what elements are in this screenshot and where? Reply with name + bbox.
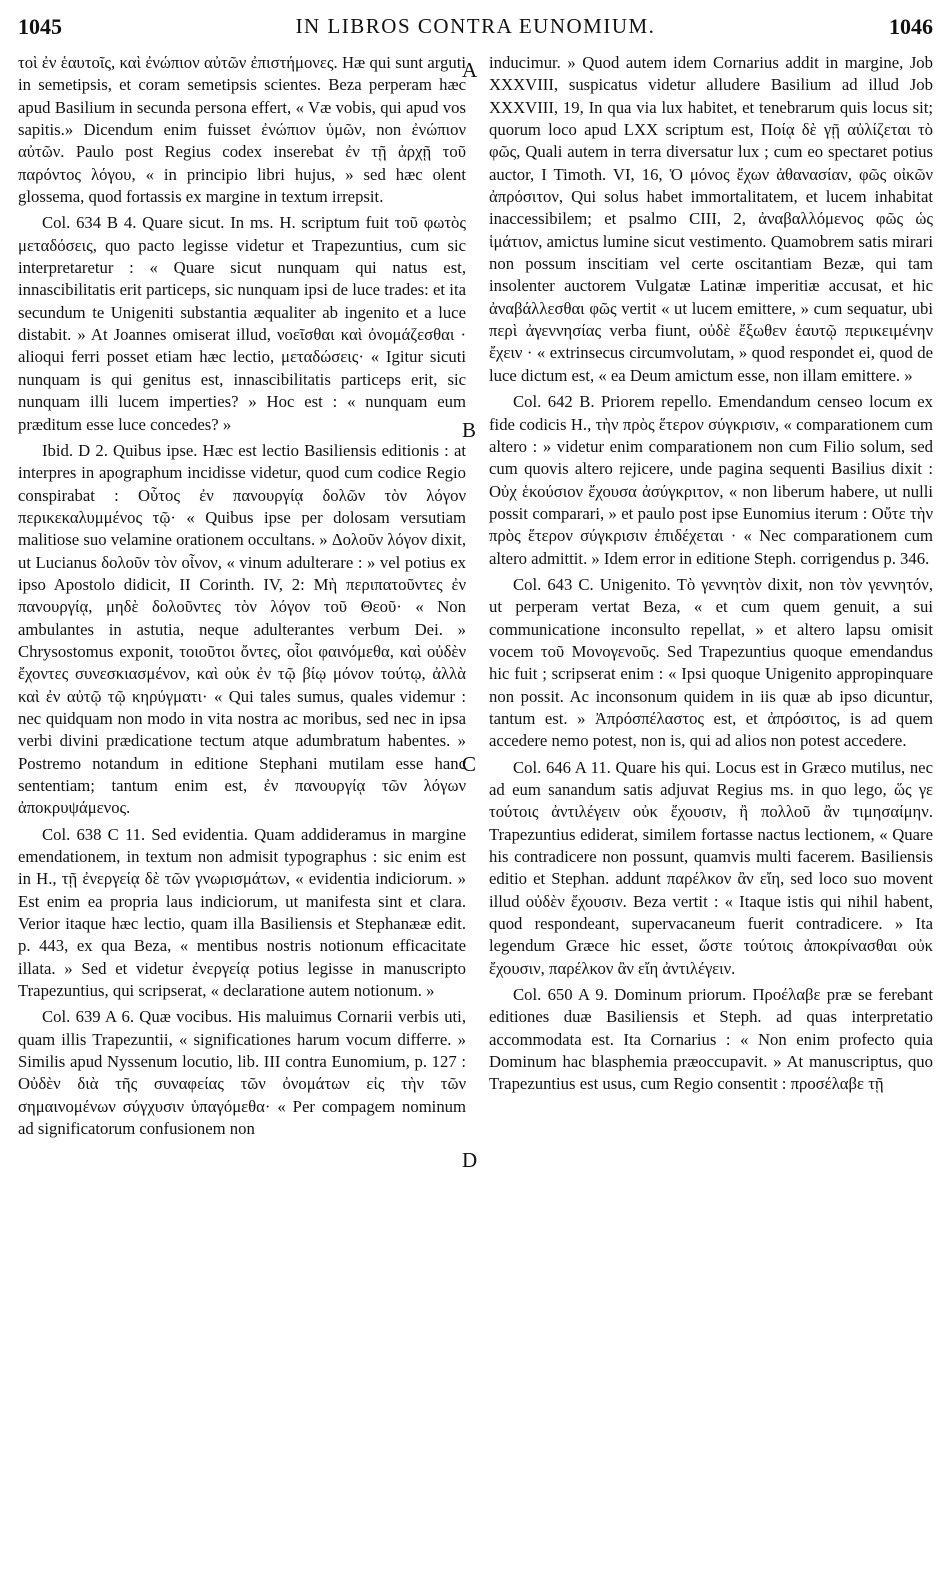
right-paragraph: Col. 643 C. Unigenito. Τὸ γεννητὸν dixit, non τὸν γεννητόν, ut perperam vertat Beza, « et cum quem genuit, a sui communicatione inconsulto repellat, » et altero lapsu omisit vocem τοῦ Μονογενοῦς. Sed Trapezuntius quoque emendandus hic fuit ; scripserat enim : « Ipsi quoque Unigenito appropinquare non possit. Ac inconsonum quidem in iis quæ ab ipso dicuntur, tantum est. » Ἀπρόσπέλαστος est, et ἀπρόσιτος, is ad quem accedere nemo potest, non is, qui ad alios non potest accedere. — [489, 574, 933, 751]
right-paragraph: Col. 650 A 9. Dominum priorum. Προέλαβε præ se ferebant editiones duæ Basiliensis et Steph. ad quas interpretatio accommodata est. Ita Cornarius : « Non enim profecto quia Dominum hac blasphemia præoccupavit. » At manuscriptus, quo Trapezuntius est usus, cum Regio consentit : προσέλαβε τῇ — [489, 985, 933, 1094]
right-paragraph: inducimur. » Quod autem idem Cornarius addit in margine, Job XXXVIII, suspicatus videtur alludere Basilium ad illud Job XXXVIII, 19, In qua via lux habitet, et tenebrarum quis locus sit; quorum loco apud LXX scriptum est, Ποίᾳ δὲ γῇ αὐλίζεται τὸ φῶς, Quali autem in terra diversatur lux ; cum eo spectaret potius auctor, I Timoth. VI, 16, Ὁ μόνος ἔχων ἀθανασίαν, φῶς οἰκῶν ἀπρόσιτον, Qui solus habet immortalitatem, et lucem inhabitat inaccessibilem; et psalmo CIII, 2, ἀναβαλλόμενος φῶς ὡς ἱμάτιον, amictus lumine sicut vestimento. Quamobrem satis mirari non possum inscitiam vel certe oscitantiam Bezæ, qui tam insolenter auctorem Vulgatæ Latinæ imperitiæ accusat, et hic ἀναβάλλεσθαι φῶς vertit « ut lucem emittere, » cum sequatur, ubi περὶ ἀγεννησίας verba fiunt, οὐδὲ ἔξωθεν ἑαυτῷ περικειμένην ἔχειν · « extrinsecus circumvolutam, » quod respondet ei, quod de luce dictum est, « ea Deum amictum esse, non illam emittere. » — [489, 53, 933, 385]
left-paragraph: Col. 639 A 6. Quæ vocibus. His maluimus Cornarii verbis uti, quam illis Trapezuntii, « significationes harum vocum differre. » Similis apud Nyssenum locutio, lib. III contra Eunomium, p. 127 : Οὐδὲν διὰ τῆς συναφείας τῶν ὀνομάτων εἰς τὴν τῶν σημαινομένων σύγχυσιν ὑπαγόμεθα· « Per compagem nominum ad significatorum confusionem non — [18, 1007, 466, 1139]
left-column — [18, 52, 466, 1141]
left-paragraph: Ibid. D 2. Quibus ipse. Hæc est lectio Basiliensis editionis : at interpres in apographum incidisse videtur, quod cum codice Regio conspirabat : Οὗτος ἐν πανουργίᾳ δολῶν τὸν λόγον περικεκαλυμμένος τῷ· « Quibus ipse per dolosam versutiam malitiose suo velamine orationem occultans. » Δολοῦν λόγον dixit, ut Lucianus δολοῦν τὸν οἶνον, « vinum adulterare : » vel potius ex ipso Apostolo didicit, II Corinth. IV, 2: Μὴ περιπατοῦντες ἐν πανουργίᾳ, μηδὲ δολοῦντες τὸν λόγον τοῦ Θεοῦ· « Non ambulantes in astutia, neque adulterantes verbum Dei. » Chrysostomus exponit, τοιοῦτοι ὄντες, οἷοι φαινόμεθα, καὶ οὐδὲν ἔχοντες συνεσκιασμένον, καὶ οὐκ ἐν τῷ βίῳ μόνον τούτῳ, ἀλλὰ καὶ ἐν αὐτῷ τῷ κηρύγματι· « Qui tales sumus, quales videmur : nec quidquam non modo in vita nostra ac moribus, sed nec in ipsa verbi divini prædicatione tectum atque adumbratum habentes. » Postremo notandum in editione Stephani mutilam esse hanc sententiam; tantum enim est, ἐν πανουργίᾳ τῶν λόγων ἀποκρυψάμενος. — [18, 440, 466, 818]
right-column — [489, 52, 933, 1096]
right-paragraph: Col. 646 A 11. Quare his qui. Locus est in Græco mutilus, nec ad eum sanandum satis adjuvat Regius ms. in quo lego, ὥς γε τούτοις ἀντιλέγειν οὐκ ἔχουσιν, ἢ πολλοῦ ἂν τιμησαίμην. Trapezuntius ediderat, similem fortasse nactus lectionem, « Quare his contradicere non possunt, quamvis multi facerem. Basiliensis editio et Stephan. addunt παρέλκον ἂν εἴη, sed loco suo movent illud οὐδὲν ἔχουσιν. Beza vertit : « Itaque istis qui nihil habent, quod respondeant, supervacaneum fuerit contradicere. » Ita legendum Græce hic esset, ὥστε τούτοις ἀποκρίνασθαι οὐκ ἔχουσιν, παρέλκον ἂν εἴη ἀντιλέγειν. — [489, 757, 933, 978]
margin-marker: D — [462, 1148, 478, 1172]
left-paragraph: Col. 634 B 4. Quare sicut. In ms. H. scriptum fuit τοῦ φωτὸς μεταδόσεις, quo pacto legisse videtur et Trapezuntius, cum sic interpretaretur : « Quare sicut nunquam qui natus est, innascibilitatis erit particeps, sic nunquam ipsi de luce trades: et ita secundum te Unigeniti substantia æqualiter ab ingenito et a luce distabit. » At Joannes omiserat illud, νοεῖσθαι καὶ ὀνομάζεσθαι · alioqui ferri posset etiam hæc lectio, μεταδώσεις· « Igitur sicuti nunquam is qui genitus est, innascibilitatis particeps erit, sic nunquam illi lucem imperties? » Hoc est : « nunquam eum præditum esse luce concedes? » — [18, 213, 466, 434]
left-paragraph: Col. 638 C 11. Sed evidentia. Quam addideramus in margine emendationem, in textum non admisit typographus : sic enim est in H., τῇ ἐνεργείᾳ δὲ τῶν γνωρισμάτων, « evidentia indiciorum. » Est enim ea propria laus indiciorum, ut manifesta sint et clara. Verior itaque hæc lectio, quam illa Basiliensis et Stephanææ edit. p. 443, ex qua Beza, « mentibus nostris notionum efficacitate illata. » Sed et videtur ἐνεργείᾳ potius legisse in manuscripto Trapezuntius, qui scripserat, « declaratione autem notionum. » — [18, 824, 466, 1001]
left-paragraph: τοὶ ἐν ἑαυτοῖς, καὶ ἐνώπιον αὐτῶν ἐπιστήμονες. Hæ qui sunt arguti in semetipsis, et coram semetipsis scientes. Beza perperam hæc apud Basilium in secunda persona effert, « Væ vobis, qui apud vos sapitis.» Dicendum enim fuisset ἐνώπιον ὑμῶν, non ἐνώπιον αὐτῶν. Paulo post Regius codex inserebat ἐν τῇ ἀρχῇ τοῦ παρόντος λόγου, « in principio libri hujus, » sed hæc olent glossema, quod fortassis ex margine in textum irrepsit. — [18, 53, 466, 207]
margin-marker: C — [462, 752, 477, 776]
right-paragraph: Col. 642 B. Priorem repello. Emendandum censeo locum ex fide codicis H., τὴν πρὸς ἕτερον σύγκρισιν, « comparationem cum altero : » videtur enim comparationem non cum Filio solum, sed cum quovis altero rejicere, unde pagina sequenti Basilius dixit : Οὐχ ἑκούσιον ἔχουσα ἀσύγκριτον, « non liberum habere, ut nulli possit comparari, » et paulo post ipse Eunomius iterum : Οὔτε τὴν πρὸς ἕτερον σύγκρισιν ἐπιδέχεται · « Nec comparationem cum altero admittit. » Idem error in editione Steph. corrigendus p. 346. — [489, 392, 933, 568]
running-header — [0, 0, 951, 48]
margin-marker: B — [462, 418, 477, 442]
page-number-left: 1045 — [18, 14, 62, 39]
page-number-right: 1046 — [889, 14, 933, 39]
running-title: IN LIBROS CONTRA EUNOMIUM. — [295, 14, 656, 38]
margin-marker: A — [462, 58, 478, 82]
